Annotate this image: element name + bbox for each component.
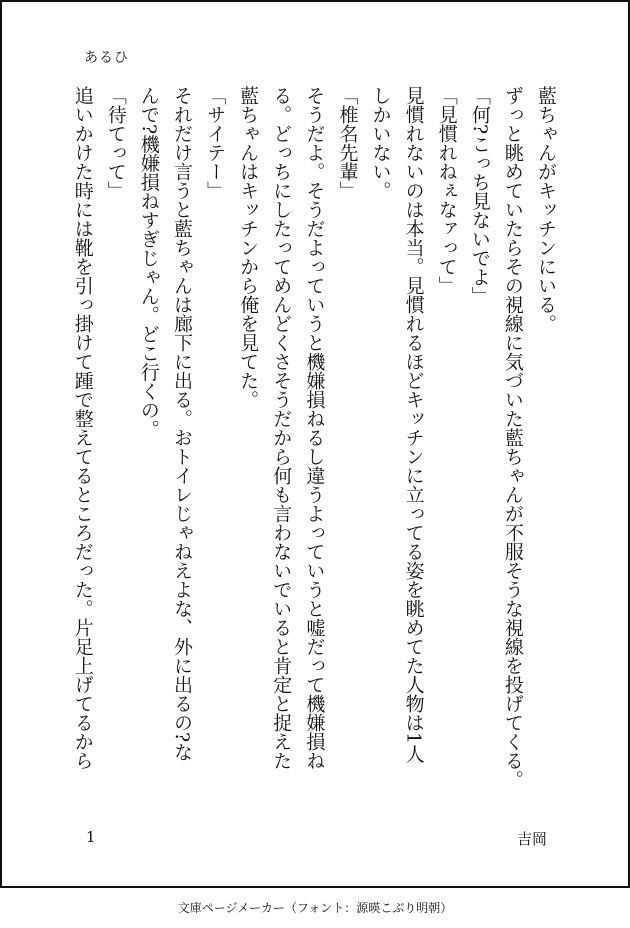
text-line: それだけ言うと藍ちゃんは廊下に出る。おトイレじゃねえよな、外に出るの?な (170, 86, 193, 762)
text-line: 「椎名先輩」 (336, 86, 359, 200)
text-line: しかいない。 (369, 86, 392, 200)
text-line: 「何?こっち見ないでよ」 (468, 86, 491, 306)
text-line: 「サイテー」 (204, 86, 227, 200)
author-name: 吉岡 (517, 830, 548, 848)
running-title: あるひ (84, 50, 129, 66)
text-line: る。どっちにしたってめんどくさそうだから何も言わないでいると肯定と捉えた (270, 86, 293, 770)
text-line: ずっと眺めていたらその視線に気づいた藍ちゃんが不服そうな視線を投げてくる。 (501, 86, 524, 789)
page-number: 1 (86, 828, 96, 846)
vertical-body-text (66, 86, 562, 800)
text-line: そうだよ。そうだよっていうと機嫌損ねるし違うよっていうと嘘だって機嫌損ね (303, 86, 326, 770)
text-line: 「見慣れねぇなァって」 (435, 86, 458, 295)
text-line: 見慣れないのは本当。見慣れるほどキッチンに立ってる姿を眺めてた人物は1人 (402, 86, 425, 764)
text-line: 「待てって」 (104, 86, 127, 200)
text-line: んで?機嫌損ねすぎじゃん。どこ行くの。 (137, 86, 160, 439)
text-line: 藍ちゃんがキッチンにいる。 (535, 86, 557, 333)
text-line: 追いかけた時には靴を引っ掛けて踵で整えてるところだった。片足上げてるから (71, 86, 94, 770)
footer-caption: 文庫ページメーカー（フォント：源暎こぶり明朝） (177, 901, 453, 915)
text-line: 藍ちゃんはキッチンから俺を見てた。 (237, 86, 260, 409)
